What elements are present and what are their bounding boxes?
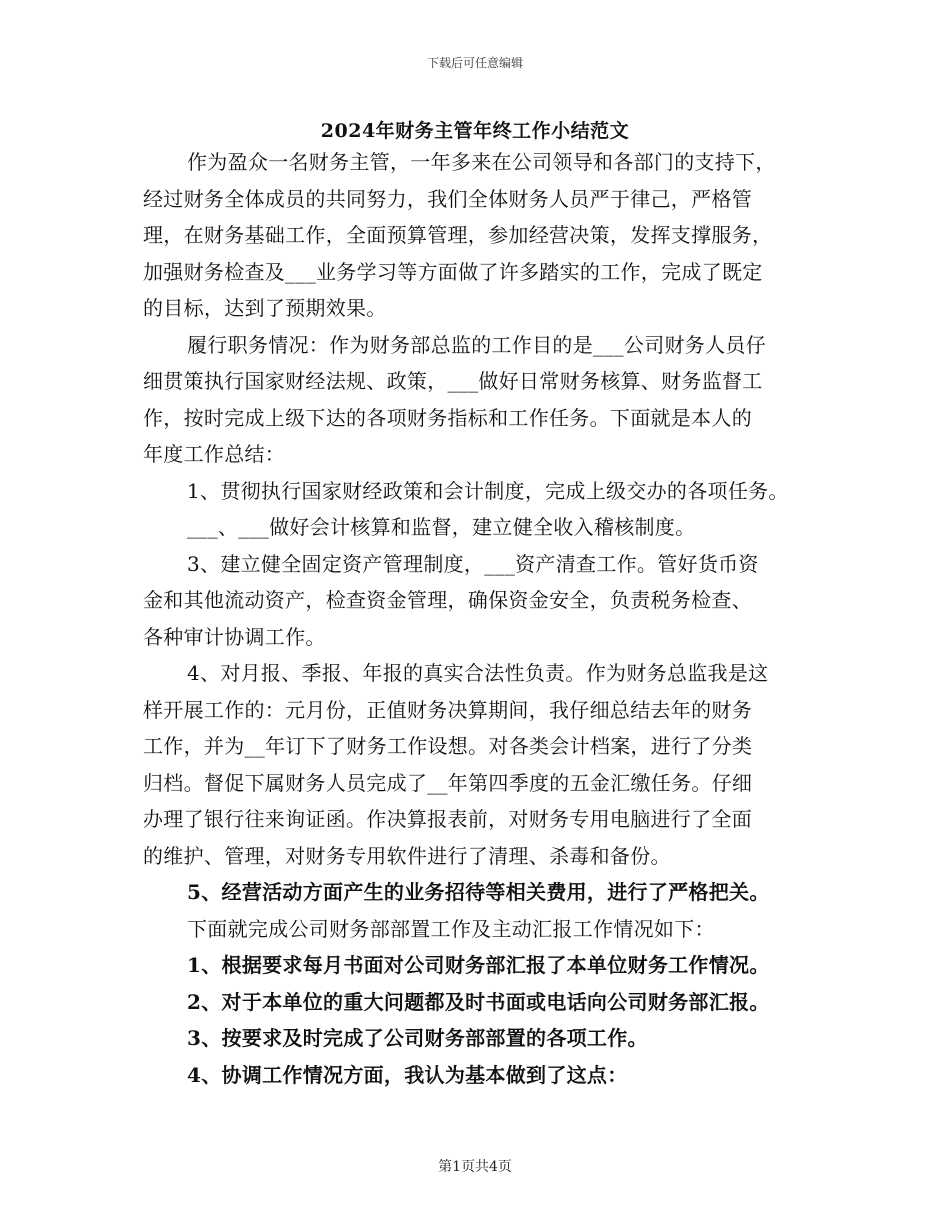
paragraph-line: 经过财务全体成员的共同努力，我们全体财务人员严于律己，严格管: [143, 186, 752, 211]
bold-list-item-line: 3、按要求及时完成了公司财务部部置的各项工作。: [187, 1026, 648, 1050]
paragraph-line: 金和其他流动资产，检查资金管理，确保资金安全，负责税务检查、: [143, 588, 752, 612]
bold-list-item-line: 4、协调工作情况方面，我认为基本做到了这点：: [187, 1062, 628, 1087]
paragraph-line: 作为盈众一名财务主管，一年多来在公司领导和各部门的支持下，: [187, 150, 776, 174]
header-note: 下载后可任意编辑: [426, 56, 523, 70]
list-item-line: 1、贯彻执行国家财经政策和会计制度，完成上级交办的各项任务。: [187, 478, 789, 503]
paragraph-line: 理，在财务基础工作，全面预算管理，参加经营决策，发挥支撑服务，: [143, 223, 773, 247]
paragraph-line: 的目标，达到了预期效果。: [143, 296, 387, 320]
document-title: 2024年财务主管年终工作小结范文: [320, 120, 630, 142]
paragraph-line: 作，按时完成上级下达的各项财务指标和工作任务。下面就是本人的: [143, 405, 752, 430]
list-item-line: ___、___做好会计核算和监督，建立健全收入稽核制度。: [187, 515, 696, 539]
paragraph-line: 工作，并为__年订下了财务工作设想。对各类会计档案，进行了分类: [143, 734, 753, 758]
paragraph-line: 年度工作总结：: [143, 442, 286, 466]
bold-list-item-line: 2、对于本单位的重大问题都及时书面或电话向公司财务部汇报。: [187, 989, 770, 1014]
paragraph-line: 下面就完成公司财务部部置工作及主动汇报工作情况如下：: [187, 916, 715, 941]
paragraph-line: 的维护、管理，对财务专用软件进行了清理、杀毒和备份。: [143, 843, 671, 868]
paragraph-line: 细贯策执行国家财经法规、政策，___做好日常财务核算、财务监督工: [143, 369, 763, 393]
bold-list-item-line: 5、经营活动方面产生的业务招待等相关费用，进行了严格把关。: [187, 880, 770, 904]
paragraph-line: 加强财务检查及___业务学习等方面做了许多踏实的工作，完成了既定: [143, 259, 763, 284]
paragraph-line: 各种审计协调工作。: [143, 624, 326, 649]
paragraph-line: 履行职务情况：作为财务部总监的工作目的是___公司财务人员仔: [187, 332, 766, 357]
document-body: [143, 144, 823, 1093]
list-item-line: 3、建立健全固定资产管理制度，___资产清查工作。管好货币资: [187, 551, 759, 576]
bold-list-item-line: 1、根据要求每月书面对公司财务部汇报了本单位财务工作情况。: [187, 953, 770, 977]
paragraph-line: 样开展工作的：元月份，正值财务决算期间，我仔细总结去年的财务: [143, 697, 752, 722]
paragraph-line: 归档。督促下属财务人员完成了__年第四季度的五金汇缴任务。仔细: [143, 770, 753, 795]
page-footer: 第1页共4页: [438, 1159, 512, 1175]
paragraph-line: 办理了银行往来询证函。作决算报表前，对财务专用电脑进行了全面: [143, 807, 752, 831]
list-item-line: 4、对月报、季报、年报的真实合法性负责。作为财务总监我是这: [187, 661, 769, 685]
